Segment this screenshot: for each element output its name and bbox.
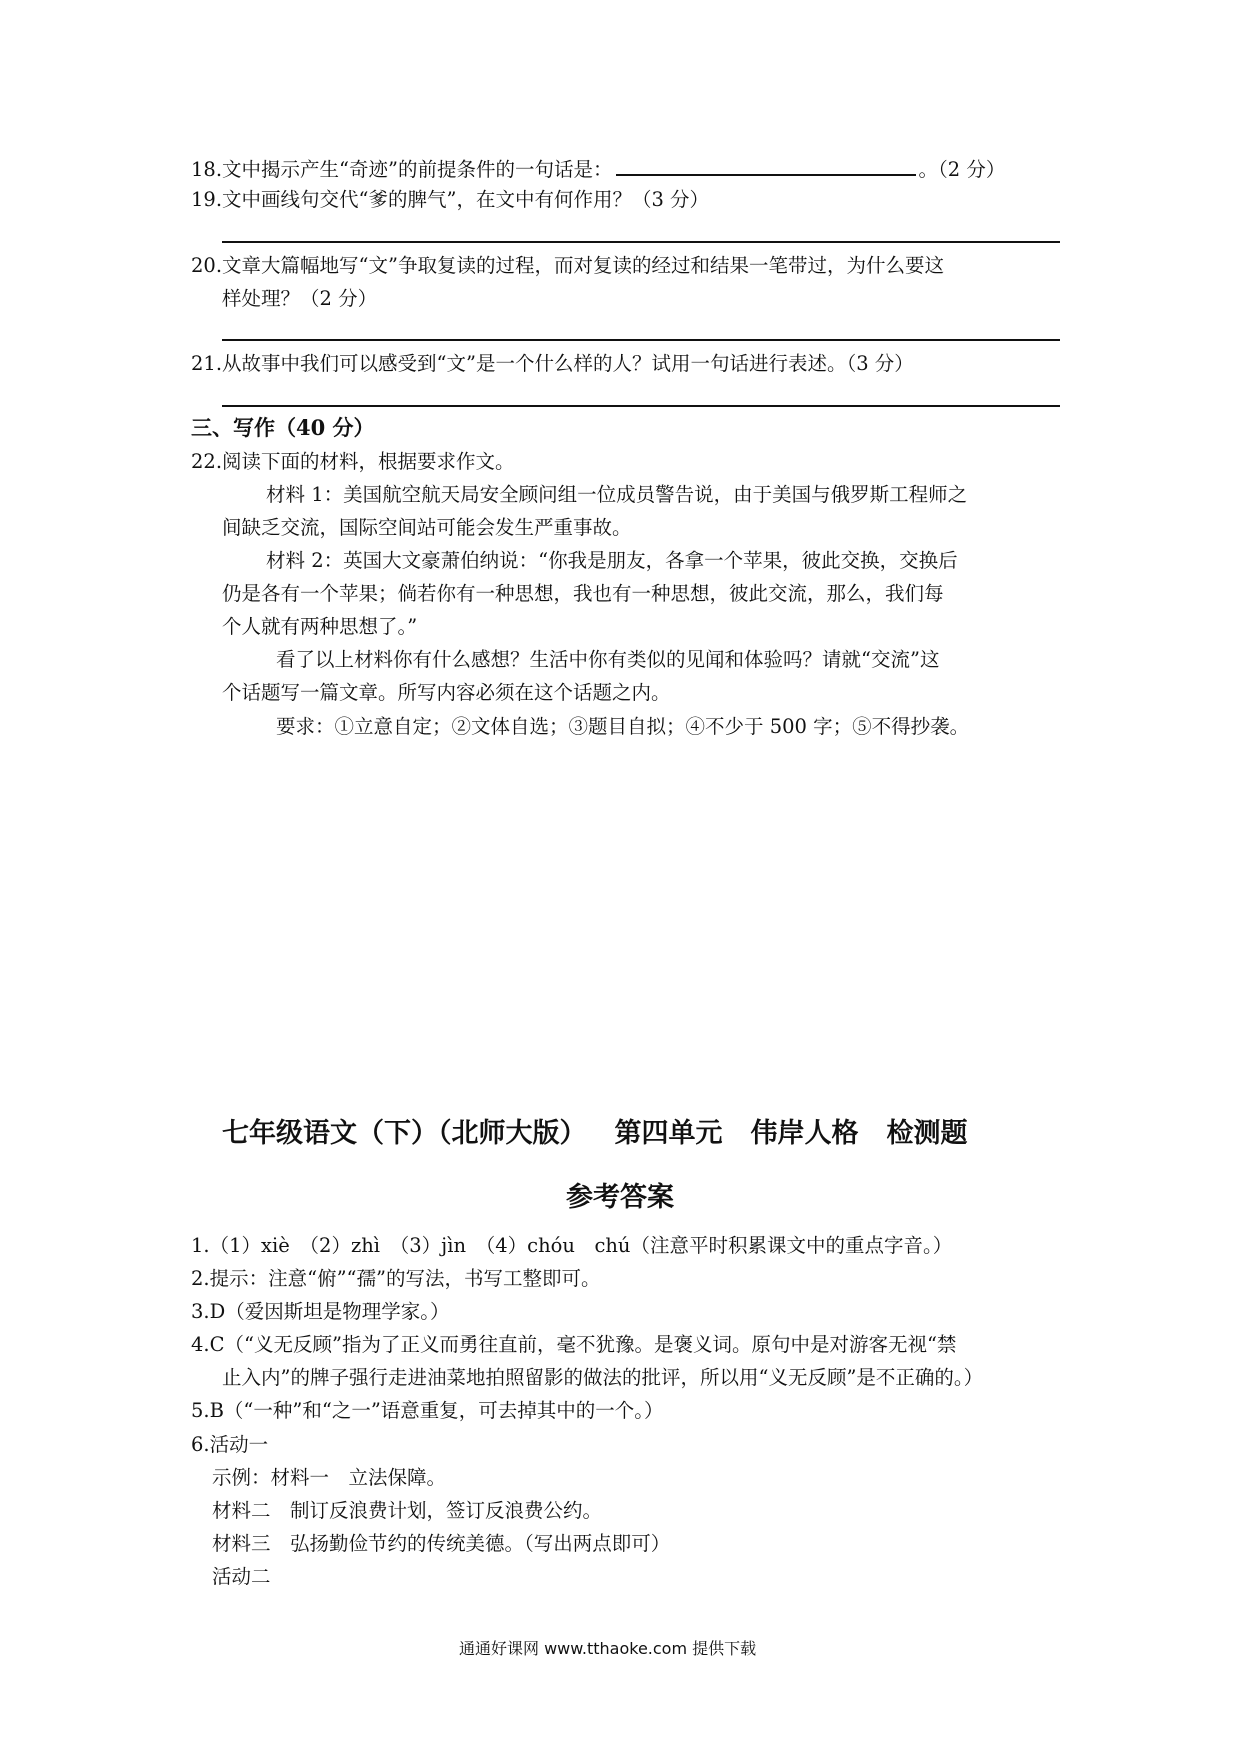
requirements: 要求：①立意自定；②文体自选；③题目自拟；④不少于 500 字；⑤不得抄袭。	[276, 715, 970, 738]
question-number: 20.	[191, 254, 223, 277]
question-18	[191, 154, 1005, 184]
question-number: 21.	[191, 352, 223, 375]
answer-6: 6.活动一	[191, 1433, 269, 1456]
answer-1: 1.（1）xiè （2）zhì （3）jìn （4）chóu chú（注意平时积累课文中的重点字音。）	[191, 1234, 953, 1257]
answer-subtitle: 参考答案	[566, 1182, 674, 1213]
material-1-line-1: 材料 1：美国航空航天局安全顾问组一位成员警告说，由于美国与俄罗斯工程师之	[266, 483, 968, 506]
question-20	[191, 252, 944, 280]
prompt-line-1: 看了以上材料你有什么感想？生活中你有类似的见闻和体验吗？请就“交流”这	[276, 648, 940, 671]
question-number: 18.	[191, 158, 223, 181]
answer-6-example: 示例：材料一 立法保障。	[212, 1466, 447, 1489]
footer: 通通好课网 www.tthaoke.com 提供下载	[459, 1639, 757, 1658]
answer-2: 2.提示：注意“俯”“孺”的写法，书写工整即可。	[191, 1267, 601, 1290]
answer-line-20[interactable]	[222, 339, 1060, 341]
material-1-line-2: 间缺乏交流，国际空间站可能会发生严重事故。	[222, 516, 632, 539]
title-grade: 七年级语文（下）（北师大版）	[222, 1118, 587, 1149]
question-text: 从故事中我们可以感受到“文”是一个什么样的人？试用一句话进行表述。（3 分）	[222, 352, 914, 375]
answer-4-line-1: 4.C（“义无反顾”指为了正义而勇往直前，毫不犹豫。是褒义词。原句中是对游客无视“禁	[191, 1333, 957, 1356]
material-2-line-2: 仍是各有一个苹果；倘若你有一种思想，我也有一种思想，彼此交流，那么，我们每	[222, 582, 944, 605]
question-20-cont	[222, 285, 377, 313]
answer-line-19[interactable]	[222, 241, 1060, 243]
material-2-line-1: 材料 2：英国大文豪萧伯纳说：“你我是朋友，各拿一个苹果，彼此交换，交换后	[266, 549, 958, 572]
answer-3: 3.D（爱因斯坦是物理学家。）	[191, 1300, 450, 1323]
question-22: 22.阅读下面的材料，根据要求作文。	[191, 450, 515, 473]
answer-5: 5.B（“一种”和“之一”语意重复，可去掉其中的一个。）	[191, 1399, 664, 1422]
page-title	[222, 1116, 968, 1152]
question-text: 文中揭示产生“奇迹”的前提条件的一句话是：	[222, 158, 613, 181]
question-19	[191, 186, 709, 214]
answer-6-material-3: 材料三 弘扬勤俭节约的传统美德。（写出两点即可）	[212, 1532, 671, 1555]
question-text: 样处理？（2 分）	[222, 287, 378, 310]
section-heading: 三、写作（40 分）	[191, 415, 375, 440]
title-theme: 伟岸人格	[750, 1118, 859, 1149]
question-score: 。（2 分）	[918, 158, 1006, 181]
question-21	[191, 350, 914, 378]
answer-4-line-2: 止入内”的牌子强行走进油菜地拍照留影的做法的批评，所以用“义无反顾”是不正确的。）	[222, 1366, 984, 1389]
answer-6-activity-2: 活动二	[212, 1565, 271, 1588]
answer-6-material-2: 材料二 制订反浪费计划，签订反浪费公约。	[212, 1499, 603, 1522]
question-text: 文章大篇幅地写“文”争取复读的过程，而对复读的经过和结果一笔带过，为什么要这	[222, 254, 944, 277]
title-unit: 第四单元	[614, 1118, 723, 1149]
question-text: 文中画线句交代“爹的脾气”，在文中有何作用？（3 分）	[222, 188, 710, 211]
answer-line-21[interactable]	[222, 405, 1060, 407]
title-test: 检测题	[886, 1118, 968, 1149]
question-number: 19.	[191, 188, 223, 211]
answer-blank[interactable]	[616, 154, 916, 176]
material-2-line-3: 个人就有两种思想了。”	[222, 615, 418, 638]
prompt-line-2: 个话题写一篇文章。所写内容必须在这个话题之内。	[222, 681, 671, 704]
